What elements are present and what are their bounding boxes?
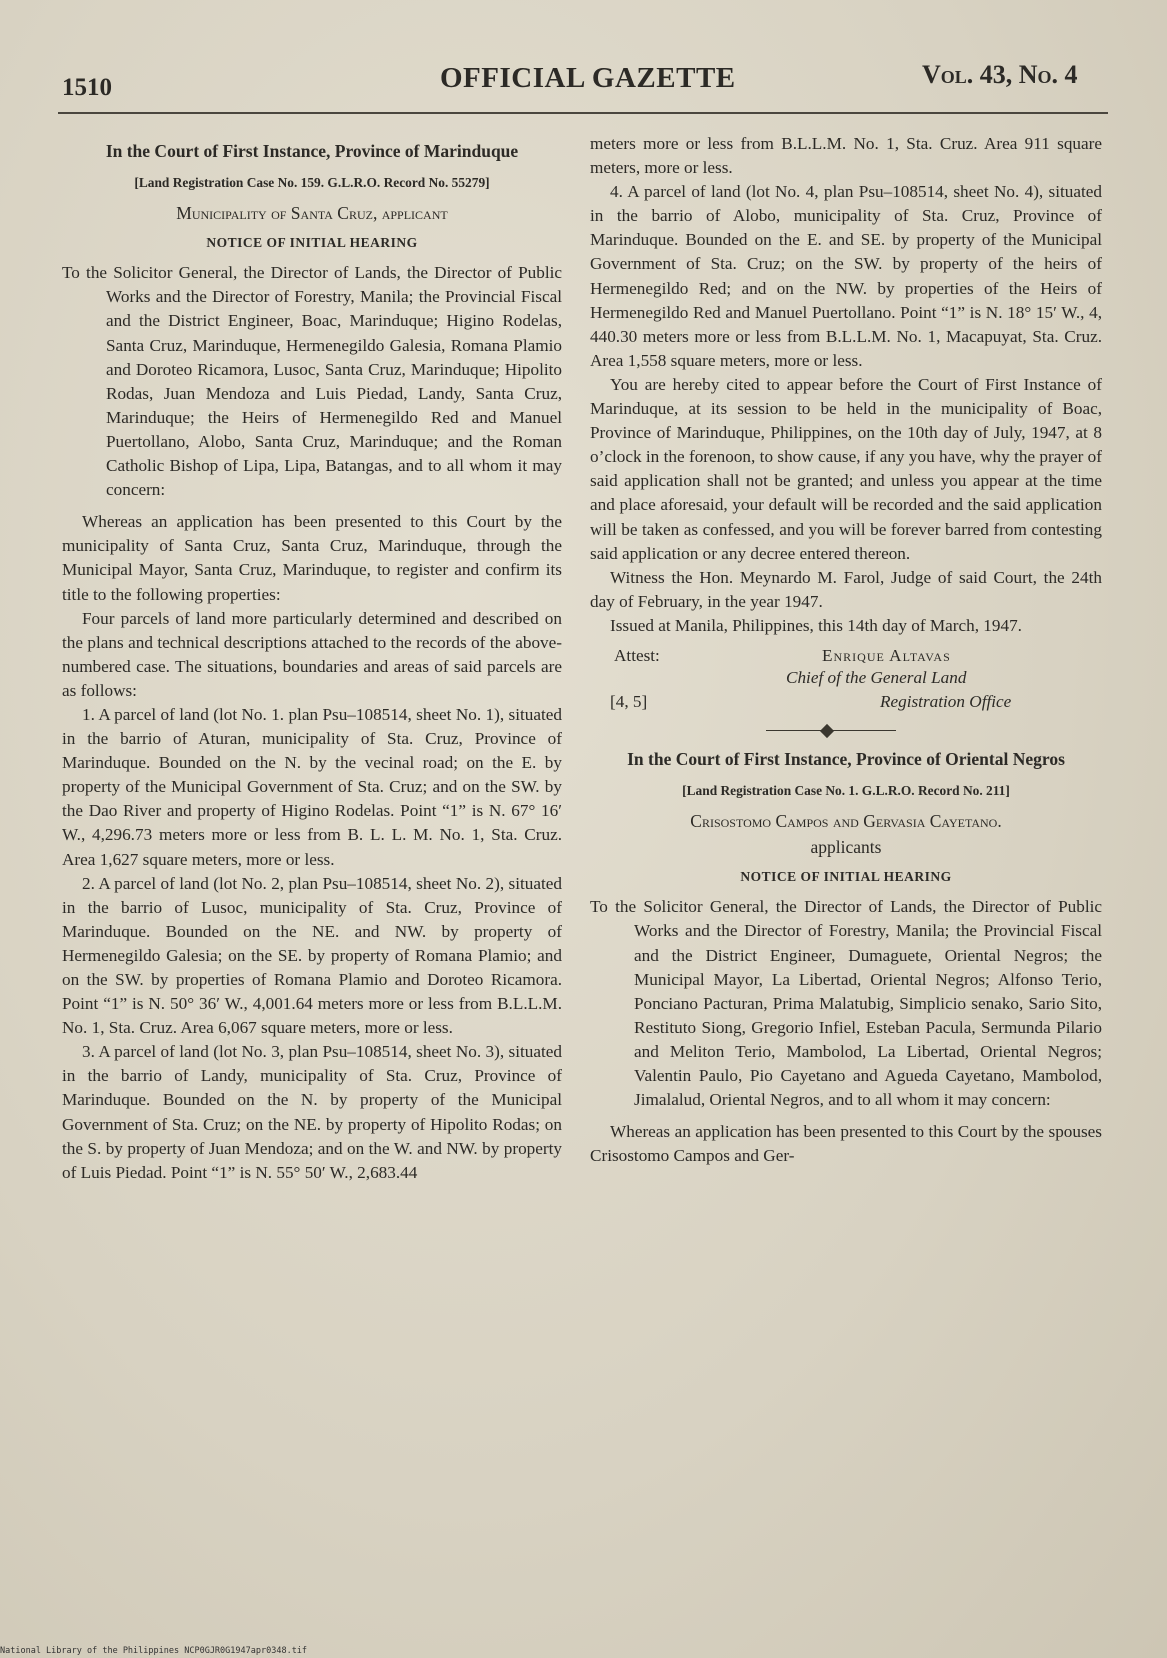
header-rule [58,112,1108,114]
signatory-name: Enrique Altavas [822,645,951,665]
case1-parcels-intro: Four parcels of land more particularly determined and described on the plans and technical descriptions attached to the records of the above-numbered case. The situations, boundaries and areas of said parcels are as follows: [62,608,562,700]
case1-issued: Issued at Manila, Philippines, this 14th day of March, 1947. [610,615,1022,635]
case1-parcel-1: 1. A parcel of land (lot No. 1. plan Psu–108514, sheet No. 1), situated in the barrio of Aturan, municipality of Sta. Cruz, Province of Marinduque. Bounded on the N. by the vecinal road; on the E. by property of the Municipal Government of Sta. Cruz; and on the SW. by the Dao River and property of Higino Rodelas. Point “1” is N. 67° 16′ W., 4,296.73 meters more or less from B. L. L. M. No. 1, Sta. Cruz. Area 1,627 square meters, more or less. [62,704,562,869]
scan-source-footer: National Library of the Philippines NCP0GJR0G1947apr0348.tif [0,1646,308,1656]
case2-notice-heading: NOTICE OF INITIAL HEARING [740,869,952,885]
case2-applicants-label: applicants [810,837,882,858]
attest-label: Attest: [614,645,660,665]
case2-addressees: To the Solicitor General, the Director of Lands, the Director of Public Works and the Director of Forestry, Manila; the Provincial Fiscal and the District Engineer, Dumaguete, Oriental Negros; the Municipal Mayor, La Libertad, Oriental Negros; Alfonso Terio, Ponciano Pacturan, Prima Malatubig, Simplicio senako, Sario Sito, Restituto Siong, Gregorio Infiel, Esteban Pacula, Sermunda Pilario and Meliton Terio, Mambolod, La Libertad, Oriental Negros; Valentin Paulo, Pio Cayetano and Agueda Cayetano, Mambolod, Jimalalud, Oriental Negros, and to all whom it may concern: [590,897,1102,1110]
case1-notice-heading: NOTICE OF INITIAL HEARING [206,235,418,251]
signatory-title-line2: Registration Office [880,691,1012,711]
publication-title: OFFICIAL GAZETTE [440,62,736,94]
case2-court-heading: In the Court of First Instance, Province of Oriental Negros [627,748,1065,769]
case2-applicants: Crisostomo Campos and Gervasia Cayetano. [690,811,1002,832]
volume-number: Vol. 43, No. 4 [922,60,1078,89]
left-column [62,138,562,1185]
case1-parcel-2: 2. A parcel of land (lot No. 2, plan Psu–108514, sheet No. 2), situated in the barrio of Lusoc, municipality of Sta. Cruz, Province of Marinduque. Bounded on the NE. and NW. by property of Hermenegildo Galesia; on the SE. by property of Romana Plamio; and on the SW. by properties of Romana Plamio and Doroteo Ricamora. Point “1” is N. 50° 36′ W., 4,001.64 meters more or less from B.L.L.M. No. 1, Sta. Cruz. Area 6,067 square meters, more or less. [62,873,562,1038]
case1-parcel-3: 3. A parcel of land (lot No. 3, plan Psu–108514, sheet No. 3), situated in the barrio of Landy, municipality of Sta. Cruz, Province of Marinduque. Bounded on the N. by property of the Municipal Government of Sta. Cruz; on the NE. by property of Hipolito Rodas; on the S. by property of Juan Mendoza; and on the W. and NW. by property of Luis Piedad. Point “1” is N. 55° 50′ W., 2,683.44 [62,1042,562,1182]
case1-court-heading: In the Court of First Instance, Province of Marinduque [105,141,519,161]
case1-addressees: To the Solicitor General, the Director of Lands, the Director of Public Works and the Director of Forestry, Manila; the Provincial Fiscal and the District Engineer, Boac, Marinduque; Higino Rodelas, Santa Cruz, Marinduque, Hermenegildo Galesia, Romana Plamio and Doroteo Ricamora, Lusoc, Santa Cruz, Marinduque; Hipolito Rodas, Juan Mendoza and Luis Piedad, Landy, Santa Cruz, Marinduque; the Heirs of Hermenegildo Red and Manuel Puertollano, Alobo, Santa Cruz, Marinduque; and the Roman Catholic Bishop of Lipa, Lipa, Batangas, and to all whom it may concern: [62,263,562,500]
case1-parcel-3-continued: meters more or less from B.L.L.M. No. 1, Sta. Cruz. Area 911 square meters, more or less. [590,134,1102,178]
case1-parcel-4: 4. A parcel of land (lot No. 4, plan Psu–108514, sheet No. 4), situated in the barrio of Alobo, municipality of Sta. Cruz, Province of Marinduque. Bounded on the E. and SE. by property of the Municipal Government of Sta. Cruz; on the SW. by property of the heirs of Hermenegildo Red; and on the NW. by properties of the Heirs of Hermenegildo Red and Manuel Puertollano. Point “1” is N. 18° 15′ W., 4, 440.30 meters more or less from B.L.L.M. No. 1, Macapuyat, Sta. Cruz. Area 1,558 square meters, more or less. [590,182,1102,370]
signatory-title-line1: Chief of the General Land [786,667,967,687]
right-column [590,132,1102,1168]
case1-whereas: Whereas an application has been presented to this Court by the municipality of Santa Cruz, Santa Cruz, Marinduque, through the Municipal Mayor, Santa Cruz, Marinduque, to register and confirm its title to the following properties: [62,512,562,604]
divider-diamond-icon [820,724,834,738]
case2-case-number: [Land Registration Case No. 1. G.L.R.O. Record No. 211] [682,782,1010,798]
case1-case-number: [Land Registration Case No. 159. G.L.R.O. Record No. 55279] [134,175,490,190]
case2-whereas: Whereas an application has been presented to this Court by the spouses Crisostomo Campos and Ger- [590,1122,1102,1166]
page-number: 1510 [62,74,112,101]
case1-witness: Witness the Hon. Meynardo M. Farol, Judge of said Court, the 24th day of February, in the year 1947. [590,567,1102,611]
case1-citation: You are hereby cited to appear before the Court of First Instance of Marinduque, at its session to be held in the municipality of Boac, Province of Marinduque, Philippines, on the 10th day of July, 1947, at 8 o’clock in the forenoon, to show cause, if any you have, why the prayer of said application shall not be granted; and unless you appear at the time and place aforesaid, your default will be recorded and the said application will be taken as confessed, and you will be forever barred from contesting said application or any decree entered thereon. [590,374,1102,563]
case1-signature-block [590,642,1102,714]
case1-applicant: Municipality of Santa Cruz, applicant [176,203,448,224]
publication-reference: [4, 5] [610,691,648,711]
section-divider-ornament [590,718,1102,744]
